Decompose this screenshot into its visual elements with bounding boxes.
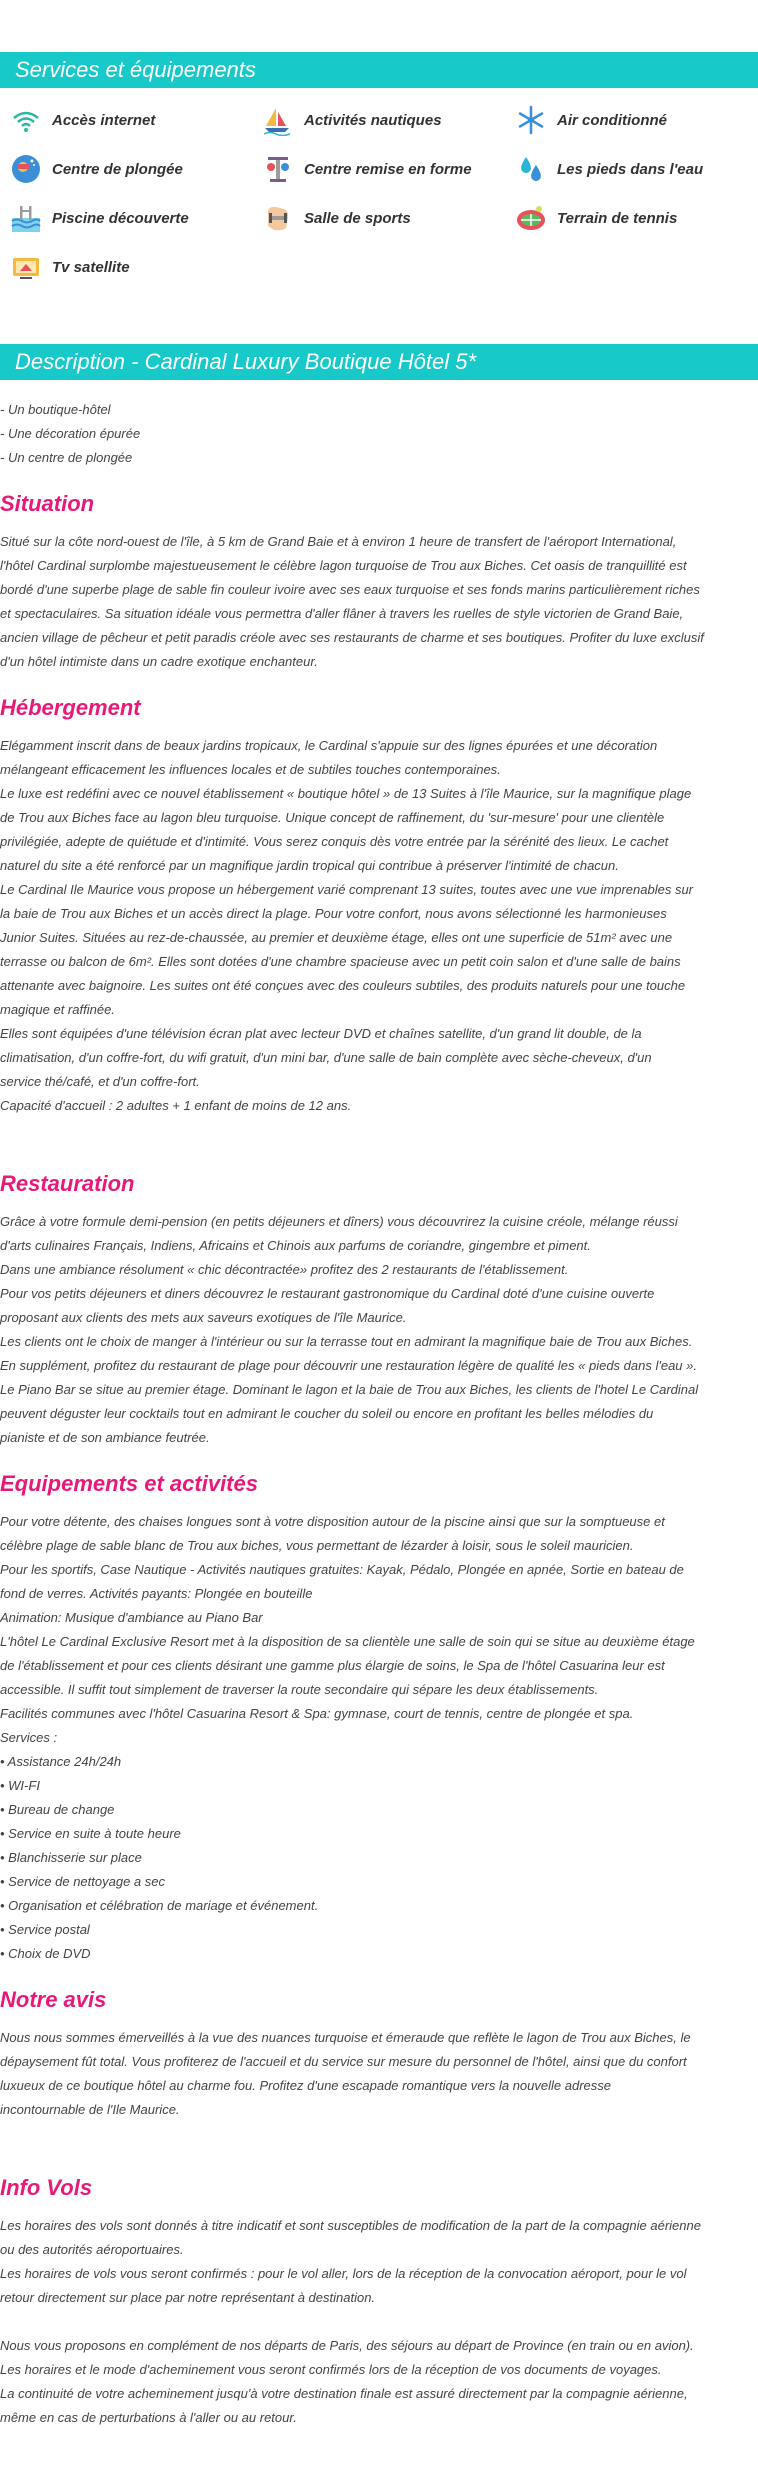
amenity-label: Salle de sports [304,209,411,227]
text-line: La continuité de votre acheminement jusqu'à votre destination finale est assuré directement par la compagnie aérienne, [0,2386,688,2401]
description-title: Description - Cardinal Luxury Boutique Hôtel 5* [15,349,477,374]
text-line: Elles sont équipées d'une télévision écran plat avec lecteur DVD et chaînes satellite, d'un grand lit double, de la [0,1026,642,1041]
description-banner [0,344,758,380]
services-title: Services et équipements [15,57,256,82]
text-line: Capacité d'accueil : 2 adultes + 1 enfant de moins de 12 ans. [0,1098,352,1113]
amenity-item [515,153,703,185]
text-line: Nous vous proposons en complément de nos départs de Paris, des séjours au départ de Province (en train ou en avion). [0,2338,694,2353]
amenity-label: Piscine découverte [52,209,189,227]
list-item: • WI-FI [0,1778,40,1793]
restauration-heading: Restauration [0,1171,135,1196]
feature-item: - Une décoration épurée [0,426,141,441]
text-line: Services : [0,1730,58,1745]
text-line: L'hôtel Le Cardinal Exclusive Resort met à la disposition de sa clientèle une salle de soin qui se situe au deuxième étage [0,1634,695,1649]
text-line: En supplément, profitez du restaurant de plage pour découvrir une restauration légère de qualité les « pieds dans l'eau ». [0,1358,697,1373]
text-line: d'un hôtel intimiste dans un cadre exotique enchanteur. [0,654,318,669]
text-line: service thé/café, et d'un coffre-fort. [0,1074,200,1089]
text-line: magique et raffinée. [0,1002,115,1017]
text-line: même en cas de perturbations à l'aller ou au retour. [0,2410,297,2425]
amenity-item [515,202,677,234]
gym-icon [262,202,294,234]
text-line: naturel du site a été renforcé par un magnifique jardin tropical qui contribue à préserver l'intimité de chacun. [0,858,619,873]
text-line: incontournable de l'Ile Maurice. [0,2102,180,2117]
text-line: accessible. Il suffit tout simplement de traverser la route secondaire qui sépare les deux établissements. [0,1682,599,1697]
amenity-item [515,104,667,136]
equipements-text [0,1510,758,1966]
text-line: climatisation, d'un coffre-fort, du wifi gratuit, d'un mini bar, d'une salle de bain complète avec sèche-cheveux, d'un [0,1050,652,1065]
text-line: Dans une ambiance résolument « chic décontractée» profitez des 2 restaurants de l'établissement. [0,1262,569,1277]
text-line: ancien village de pêcheur et petit paradis créole avec ses restaurants de charme et ses boutiques. Profiter du luxe exclusif [0,630,704,645]
services-banner [0,52,758,88]
amenity-label: Centre remise en forme [304,160,472,178]
amenity-label: Les pieds dans l'eau [557,160,704,178]
text-line: privilégiée, adepte de quiétude et d'intimité. Vous serez conquis dès votre entrée par la sérénité des lieux. Le cachet [0,834,669,849]
diving-icon [10,153,42,185]
text-line: fond de verres. Activités payants: Plongée en bouteille [0,1586,313,1601]
text-line: Nous nous sommes émerveillés à la vue des nuances turquoise et émeraude que reflète le lagon de Trou aux Biches, le [0,2030,691,2045]
text-line: terrasse ou balcon de 6m². Elles sont dotées d'une chambre spacieuse avec un petit coin salon et d'une salle de bains [0,954,681,969]
text-line: dépaysement fût total. Vous profiterez de l'accueil et du service sur mesure du personnel de l'hôtel, ainsi que du confort [0,2054,687,2069]
situation-text [0,530,758,674]
text-line: Elégamment inscrit dans de beaux jardins tropicaux, le Cardinal s'appuie sur des lignes épurées et une décoration [0,738,658,753]
amenity-label: Air conditionné [557,111,667,129]
list-item: • Choix de DVD [0,1946,91,1961]
text-line: ou des autorités aéroportuaires. [0,2242,184,2257]
text-line: proposant aux clients des mets aux saveurs exotiques de l'île Maurice. [0,1310,407,1325]
text-line: pianiste et de son ambiance feutrée. [0,1430,210,1445]
list-item: • Blanchisserie sur place [0,1850,142,1865]
text-line: attenante avec baignoire. Les suites ont été conçues avec des couleurs subtiles, des produits naturels pour une touche [0,978,686,993]
amenity-label: Tv satellite [52,258,130,276]
water-drop-icon [515,153,547,185]
text-line: l'hôtel Cardinal surplombe majestueusement le célèbre lagon turquoise de Trou aux Biches. Cet oasis de tranquillité est [0,558,687,573]
amenity-item [262,153,472,185]
text-line: et spectaculaires. Sa situation idéale vous permettra d'aller flâner à travers les ruelles de style victorien de Grand Baie, [0,606,684,621]
amenity-label: Accès internet [52,111,156,129]
text-line: Le Cardinal Ile Maurice vous propose un hébergement varié comprenant 13 suites, toutes avec une vue imprenables sur [0,882,694,897]
amenity-label: Activités nautiques [304,111,442,129]
text-line: la baie de Trou aux Biches et un accès direct la plage. Pour votre confort, nous avons sélectionné les harmonieuses [0,906,667,921]
hebergement-text [0,734,758,1118]
list-item: • Service postal [0,1922,90,1937]
text-line: Situé sur la côte nord-ouest de l'île, à 5 km de Grand Baie et à environ 1 heure de transfert de l'aéroport International, [0,534,677,549]
text-line: retour directement sur place par notre représentant à destination. [0,2290,376,2305]
restauration-text [0,1210,758,1450]
amenity-label: Centre de plongée [52,160,183,178]
feature-list [0,398,758,470]
list-item: • Service en suite à toute heure [0,1826,181,1841]
list-item: • Organisation et célébration de mariage et événement. [0,1898,319,1913]
sailing-icon [262,104,294,136]
tv-icon [10,251,42,283]
vols-text [0,2214,758,2430]
text-line: Les horaires des vols sont donnés à titre indicatif et sont susceptibles de modification de la part de la compagnie aérienne [0,2218,701,2233]
text-line: de l'établissement et pour ces clients désirant une gamme plus élargie de soins, le Spa de l'hôtel Casuarina leur est [0,1658,665,1673]
amenity-item [10,153,183,185]
list-item: • Service de nettoyage a sec [0,1874,165,1889]
avis-heading: Notre avis [0,1987,107,2012]
text-line: de Trou aux Biches face au lagon bleu turquoise. Unique concept de raffinement, du 'sur-mesure' pour une clientèle [0,810,665,825]
wifi-icon [10,104,42,136]
text-line: peuvent déguster leur cocktails tout en admirant le coucher du soleil ou encore en profitant les belles mélodies du [0,1406,654,1421]
pool-icon [10,202,42,234]
text-line: célèbre plage de sable blanc de Trou aux biches, vous permettant de lézarder à loisir, sous le soleil mauricien. [0,1538,634,1553]
amenity-item [10,202,189,234]
text-line: Grâce à votre formule demi-pension (en petits déjeuners et dîners) vous découvrirez la cuisine créole, mélange réussi [0,1214,678,1229]
hotel-description [0,398,758,2430]
text-line: Animation: Musique d'ambiance au Piano Bar [0,1610,263,1625]
text-line: Junior Suites. Situées au rez-de-chaussée, au premier et deuxième étage, elles ont une superficie de 51m² avec une [0,930,673,945]
text-line: Les horaires et le mode d'acheminement vous seront confirmés lors de la réception de vos documents de voyages. [0,2362,662,2377]
vols-heading: Info Vols [0,2175,93,2200]
text-line: Pour les sportifs, Case Nautique - Activités nautiques gratuites: Kayak, Pédalo, Plongée en apnée, Sortie en bateau de [0,1562,684,1577]
text-line: luxueux de ce boutique hôtel au charme fou. Profitez d'une escapade romantique vers la nouvelle adresse [0,2078,611,2093]
amenity-label: Terrain de tennis [557,209,678,227]
text-line: Les clients ont le choix de manger à l'intérieur ou sur la terrasse tout en admirant la magnifique baie de Trou aux Biches. [0,1334,693,1349]
text-line: d'arts culinaires Français, Indiens, Africains et Chinois aux parfums de coriandre, gingembre et piment. [0,1238,591,1253]
avis-text [0,2026,758,2122]
text-line: Facilités communes avec l'hôtel Casuarina Resort & Spa: gymnase, court de tennis, centre de plongée et spa. [0,1706,634,1721]
text-line: Le luxe est redéfini avec ce nouvel établissement « boutique hôtel » de 13 Suites à l'île Maurice, sur la magnifique plage [0,786,692,801]
text-line: Pour votre détente, des chaises longues sont à votre disposition autour de la piscine ainsi que sur la somptueuse et [0,1514,665,1529]
fitness-icon [262,153,294,185]
feature-item: - Un boutique-hôtel [0,402,111,417]
list-item: • Bureau de change [0,1802,115,1817]
tennis-icon [515,202,547,234]
amenity-item [10,104,155,136]
text-line: mélangeant efficacement les influences locales et de subtiles touches contemporaines. [0,762,501,777]
hebergement-heading: Hébergement [0,695,141,720]
amenity-item [10,251,130,283]
text-line: Les horaires de vols vous seront confirmés : pour le vol aller, lors de la réception de la convocation aéroport, pour le vol [0,2266,687,2281]
equipements-heading: Equipements et activités [0,1471,258,1496]
text-line: Pour vos petits déjeuners et diners découvrez le restaurant gastronomique du Cardinal doté d'une cuisine ouverte [0,1286,655,1301]
situation-heading: Situation [0,491,95,516]
amenity-item [262,104,442,136]
list-item: • Assistance 24h/24h [0,1754,122,1769]
text-line: Le Piano Bar se situe au premier étage. Dominant le lagon et la baie de Trou aux Biches, les clients de l'hotel Le Cardinal [0,1382,699,1397]
feature-item: - Un centre de plongée [0,450,133,465]
text-line: bordé d'une superbe plage de sable fin couleur ivoire avec ses eaux turquoise et ses fonds marins particulièrement riches [0,582,700,597]
snowflake-icon [515,104,547,136]
amenity-item [262,202,411,234]
